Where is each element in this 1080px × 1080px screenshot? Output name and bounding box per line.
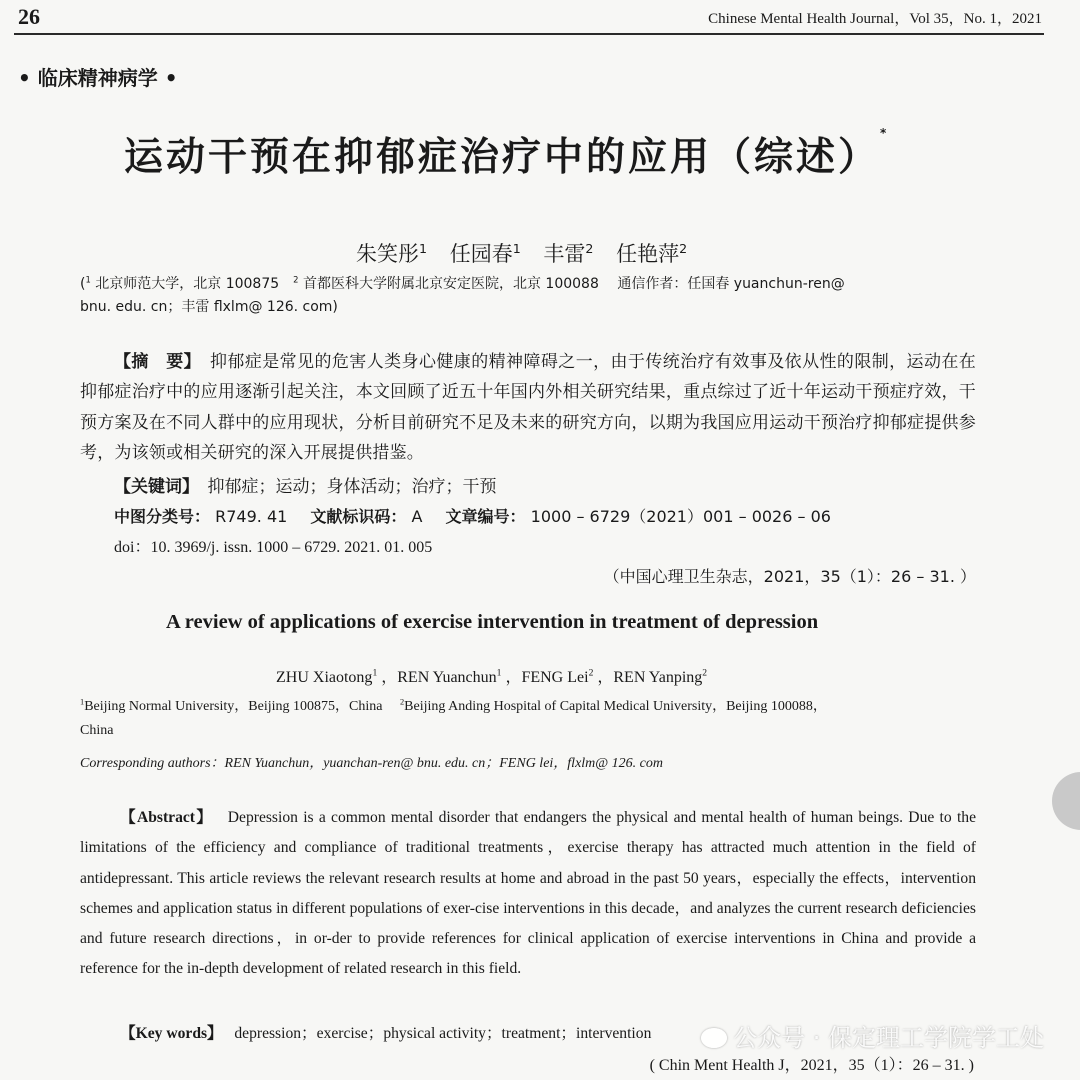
author-aff: 1 xyxy=(419,241,428,256)
section-label: • 临床精神病学 • xyxy=(18,66,178,90)
author-en: REN Yuanchun xyxy=(397,669,497,686)
doc-code-value: A xyxy=(411,507,423,526)
affiliation-2-en: Beijing Anding Hospital of Capital Medical University，Beijing 100088， xyxy=(404,699,827,714)
abstract-cn-text: 抑郁症是常见的危害人类身心健康的精神障碍之一，由于传统治疗有效事及依从性的限制，运动在在抑郁症治疗中的应用逐渐引起关注，本文回顾了近五十年国内外相关研究结果，重点综过了近十年运动干预症疗效，干预方案及在不同人群中的应用现状，分析目前研究不足及未来的研究方向，以期为我国应用运动干预治疗抑郁症提供参考，为该领或相关研究的深入开展提供措鉴。 xyxy=(80,352,976,463)
affiliation-2-cn: 首都医科大学附属北京安定医院，北京 100088 xyxy=(302,276,599,292)
doc-code-label: 文献标识码： xyxy=(310,507,407,526)
watermark xyxy=(701,1018,1044,1053)
title-footnote-mark: * xyxy=(880,126,890,140)
author-cn: 丰雷 xyxy=(543,242,586,266)
affiliation-cn-line2: bnu. edu. cn；丰雷 flxlm@ 126. com) xyxy=(80,299,338,315)
keywords-en xyxy=(120,1021,651,1043)
aff-sup: 1 xyxy=(85,274,91,285)
authors-cn xyxy=(356,238,687,268)
aff-sup: 2 xyxy=(293,274,299,285)
clc-value: R749. 41 xyxy=(215,507,288,526)
author-cn: 任艳萍 xyxy=(616,242,680,266)
journal-header: Chinese Mental Health Journal，Vol 35，No. 1，2021 xyxy=(708,11,1042,27)
author-aff: 1 xyxy=(512,241,521,256)
wechat-icon xyxy=(701,1028,727,1048)
author-en: REN Yanping xyxy=(613,669,703,686)
author-aff: 2 xyxy=(588,667,594,679)
page-number: 26 xyxy=(18,4,40,29)
abstract-en-label: 【Abstract】 xyxy=(120,809,206,826)
author-aff: 1 xyxy=(372,667,378,679)
abstract-en xyxy=(80,803,976,985)
corresponding-cn: 通信作者：任国春 yuanchun-ren@ xyxy=(617,276,845,292)
article-number-label: 文章编号： xyxy=(445,507,526,526)
author-cn: 朱笑彤 xyxy=(356,242,419,266)
aff-sup: 2 xyxy=(399,697,405,707)
author-en: ZHU Xiaotong xyxy=(276,669,373,686)
keywords-en-text: depression；exercise；physical activity；treatment；intervention xyxy=(234,1025,652,1042)
authors-en: ZHU Xiaotong$^1$ ，REN Yuanchun$^1$ ，FENG Lei$^2$ ，REN Yanping$^2$ xyxy=(276,667,708,686)
abstract-en-text: Depression is a common mental disorder that endangers the physical and mental health of human beings. Due to the limitations of the efficiency and compliance of traditional treatments，exercise therapy has attracted much attention in the field of antidepressant. This article reviews the relevant research results at home and abroad in the past 50 years，especially the effects，intervention schemes and application status in different populations of exer-cise interventions in this decade，and analyzes the current research deficiencies and future research directions，in or-der to provide references for clinical application of exercise interventions in China and provide a reference for the in-depth development of related research in this field. xyxy=(80,809,976,978)
classification-line xyxy=(114,504,831,527)
doi: doi：10. 3969/j. issn. 1000 – 6729. 2021. 01. 005 xyxy=(114,539,433,556)
article-number-value: 1000 – 6729（2021）001 – 0026 – 06 xyxy=(530,507,831,526)
author-aff: 2 xyxy=(679,241,688,256)
aff-sup: 1 xyxy=(80,697,85,707)
citation-cn: （中国心理卫生杂志，2021，35（1）：26 – 31. ） xyxy=(603,567,976,586)
watermark-text: 公众号 · 保定理工学院学工处 xyxy=(733,1024,1044,1052)
abstract-cn-label: 【摘 要】 xyxy=(114,352,193,372)
keywords-en-label: 【Key words】 xyxy=(120,1025,215,1042)
affiliation-cn-line1: ($^1$ 北京师范大学，北京 100875 $^2$ 首都医科大学附属北京安定医院，北京 100088 通信作者：任国春 yuanchun-ren@ xyxy=(80,274,845,292)
keywords-cn xyxy=(114,472,497,497)
affiliation-en-line1 xyxy=(80,695,827,715)
author-aff: 2 xyxy=(702,667,708,679)
floating-scroll-handle[interactable] xyxy=(1052,772,1080,830)
affiliation-1-en: Beijing Normal University，Beijing 100875，China xyxy=(84,699,383,714)
keywords-cn-label: 【关键词】 xyxy=(114,477,191,497)
header-rule xyxy=(14,33,1044,35)
affiliation-1-cn: 北京师范大学，北京 100875 xyxy=(95,276,280,292)
paper-title-cn-text: 运动干预在抑郁症治疗中的应用（综述） xyxy=(124,135,881,180)
corresponding-en: Corresponding authors：REN Yuanchun，yuanchan-ren@ bnu. edu. cn；FENG lei，flxlm@ 126. com xyxy=(80,756,663,771)
author-aff: 1 xyxy=(496,667,502,679)
citation-en: ( Chin Ment Health J，2021，35（1）：26 – 31. ) xyxy=(649,1057,974,1074)
paper-title-cn xyxy=(124,126,889,182)
author-aff: 2 xyxy=(585,241,594,256)
abstract-cn xyxy=(80,347,976,468)
clc-label: 中图分类号： xyxy=(114,507,211,526)
author-en: FENG Lei xyxy=(521,669,589,686)
affiliation-en-line2: China xyxy=(80,723,114,738)
author-cn: 任园春 xyxy=(449,242,513,266)
keywords-cn-text: 抑郁症；运动；身体活动；治疗；干预 xyxy=(207,477,497,497)
paper-title-en: A review of applications of exercise intervention in treatment of depression xyxy=(166,611,819,633)
